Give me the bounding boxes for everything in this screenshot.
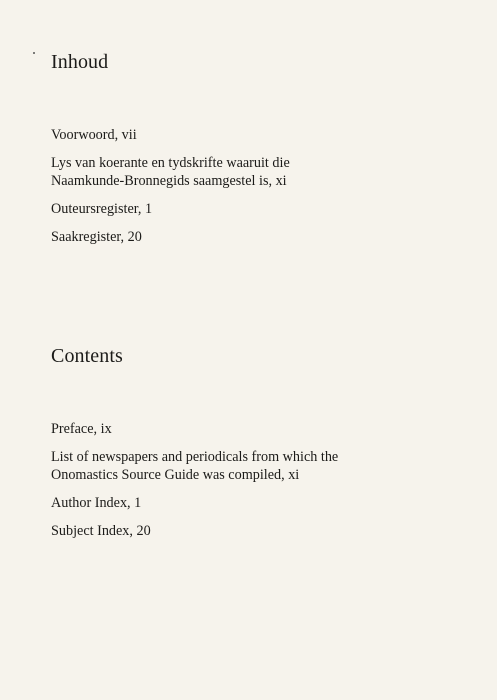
toc-entry-text: Subject Index, 20	[51, 523, 151, 539]
toc-entry-text: Author Index, 1	[51, 495, 142, 511]
toc-entry-text: Saakregister, 20	[51, 229, 142, 245]
toc-entry-text: Onomastics Source Guide was compiled, xi	[51, 467, 300, 483]
heading-inhoud: Inhoud	[51, 51, 109, 73]
toc-entry-outeursregister	[51, 200, 471, 218]
toc-section-afrikaans	[51, 50, 471, 245]
toc-entry-text: Preface, ix	[51, 421, 112, 437]
toc-entry-text: Voorwoord, vii	[51, 127, 137, 143]
toc-entry-lys-van-koerante	[51, 154, 471, 190]
toc-entry-saakregister	[51, 228, 471, 246]
toc-entry-voorwoord	[51, 126, 471, 144]
toc-entry-list-of-newspapers	[51, 448, 471, 484]
paper-speck	[33, 52, 35, 54]
toc-entry-author-index	[51, 494, 471, 512]
toc-entry-text: Naamkunde-Bronnegids saamgestel is, xi	[51, 173, 287, 189]
toc-entry-text: Outeursregister, 1	[51, 201, 153, 217]
toc-list-english	[51, 420, 471, 550]
toc-entry-text: Lys van koerante en tydskrifte waaruit die	[51, 155, 290, 171]
toc-entry-preface	[51, 420, 471, 438]
heading-contents: Contents	[51, 345, 123, 367]
toc-entry-text: List of newspapers and periodicals from which the	[51, 449, 339, 465]
toc-section-english	[51, 344, 471, 539]
toc-entry-subject-index	[51, 522, 471, 540]
toc-list-afrikaans	[51, 126, 471, 256]
